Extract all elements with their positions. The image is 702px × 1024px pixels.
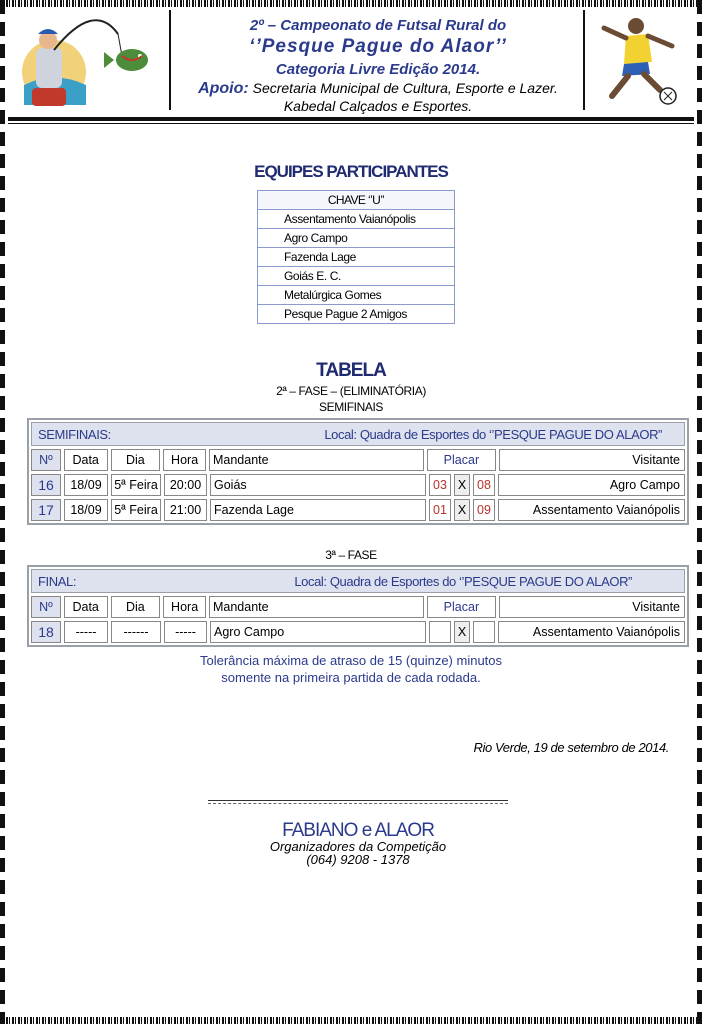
apoio-text: Secretaria Municipal de Cultura, Esporte e Lazer. — [252, 80, 558, 96]
fisherman-logo-icon — [14, 10, 164, 110]
teams-table — [257, 190, 455, 324]
final-table — [27, 565, 689, 647]
tabela-phase: 2ª – FASE – (ELIMINATÓRIA) — [276, 384, 426, 398]
column-header-row — [31, 449, 685, 471]
col-visitante: Visitante — [499, 449, 685, 471]
apoio-label: Apoio: — [198, 80, 249, 97]
final-local: Local: Quadra de Esportes do ‘’PESQUE PAGUE DO ALAOR” — [294, 573, 632, 589]
away-team: Assentamento Vaianópolis — [498, 621, 685, 643]
away-score: 09 — [473, 499, 495, 521]
teams-title: EQUIPES PARTICIPANTES — [254, 162, 448, 181]
game-day: ------ — [111, 621, 161, 643]
col-no: Nº — [31, 596, 61, 618]
team-item: Agro Campo — [258, 229, 455, 248]
home-score: 03 — [429, 474, 451, 496]
home-score: 01 — [429, 499, 451, 521]
game-date: 18/09 — [64, 499, 108, 521]
column-header-row — [31, 596, 685, 618]
col-placar: Placar — [427, 449, 497, 471]
game-date: 18/09 — [64, 474, 108, 496]
page-border-bottom — [0, 1017, 702, 1024]
header-apoio — [178, 80, 578, 98]
score-separator: X — [454, 474, 470, 496]
game-number: 18 — [31, 621, 61, 643]
tabela-title: TABELA — [316, 360, 386, 381]
game-number: 16 — [31, 474, 61, 496]
game-day: 5ª Feira — [111, 474, 161, 496]
col-placar: Placar — [427, 596, 497, 618]
game-number: 17 — [31, 499, 61, 521]
header-rule — [8, 117, 694, 121]
table-row — [31, 621, 685, 643]
header-title-line3: Categoria Livre Edição 2014. — [275, 61, 481, 78]
team-item: Fazenda Lage — [258, 248, 455, 267]
home-team: Agro Campo — [210, 621, 426, 643]
col-no: Nº — [31, 449, 61, 471]
signature-line — [208, 800, 508, 804]
col-hora: Hora — [163, 449, 206, 471]
header-sponsor: Kabedal Calçados e Esportes. — [283, 98, 473, 114]
home-team: Fazenda Lage — [210, 499, 426, 521]
game-date: ----- — [64, 621, 108, 643]
home-score — [429, 621, 451, 643]
tolerance-note-line2: somente na primeira partida de cada rodada. — [221, 670, 481, 685]
col-hora: Hora — [163, 596, 206, 618]
header-title-line2: ‘’Pesque Pague do Alaor’’ — [249, 36, 507, 57]
page-border-top — [0, 0, 702, 7]
header-divider-right — [583, 10, 585, 110]
away-score: 08 — [473, 474, 495, 496]
tolerance-note-line1: Tolerância máxima de atraso de 15 (quinze) minutos — [199, 653, 503, 668]
col-mandante: Mandante — [209, 449, 424, 471]
header-title-line1: 2º – Campeonato de Futsal Rural do — [249, 17, 507, 34]
table-row — [31, 474, 685, 496]
semifinais-label: SEMIFINAIS: — [38, 426, 111, 442]
page-border-left — [0, 0, 5, 1024]
game-time: 21:00 — [164, 499, 207, 521]
col-dia: Dia — [111, 596, 161, 618]
game-time: ----- — [164, 621, 207, 643]
away-score — [473, 621, 495, 643]
col-dia: Dia — [111, 449, 161, 471]
home-team: Goiás — [210, 474, 426, 496]
signature-phone: (064) 9208 - 1378 — [306, 852, 410, 867]
game-day: 5ª Feira — [111, 499, 161, 521]
signature-role: Organizadores da Competição — [269, 839, 447, 854]
final-phase: 3ª – FASE — [325, 548, 377, 562]
semifinais-local: Local: Quadra de Esportes do ‘’PESQUE PAGUE DO ALAOR” — [324, 426, 662, 442]
team-item: Pesque Pague 2 Amigos — [258, 305, 455, 324]
team-item: Metalúrgica Gomes — [258, 286, 455, 305]
semifinais-header — [31, 422, 685, 446]
score-separator: X — [454, 499, 470, 521]
team-item: Assentamento Vaianópolis — [258, 210, 455, 229]
teams-group-header: CHAVE ‘’U’’ — [258, 191, 455, 210]
away-team: Agro Campo — [498, 474, 685, 496]
header-divider-left — [169, 10, 171, 110]
score-separator: X — [454, 621, 470, 643]
semifinais-table — [27, 418, 689, 525]
final-label: FINAL: — [38, 573, 77, 589]
game-time: 20:00 — [164, 474, 207, 496]
team-item: Goiás E. C. — [258, 267, 455, 286]
soccer-player-icon — [586, 10, 690, 110]
document-date: Rio Verde, 19 de setembro de 2014. — [473, 740, 669, 755]
header-rule-thin — [8, 123, 694, 124]
col-data: Data — [64, 449, 108, 471]
page-border-right — [697, 0, 702, 1024]
col-data: Data — [64, 596, 108, 618]
tabela-stage: SEMIFINAIS — [318, 400, 383, 414]
table-row — [31, 499, 685, 521]
away-team: Assentamento Vaianópolis — [498, 499, 685, 521]
col-visitante: Visitante — [499, 596, 685, 618]
signature-name: FABIANO e ALAOR — [282, 820, 434, 841]
final-header — [31, 569, 685, 593]
col-mandante: Mandante — [209, 596, 424, 618]
